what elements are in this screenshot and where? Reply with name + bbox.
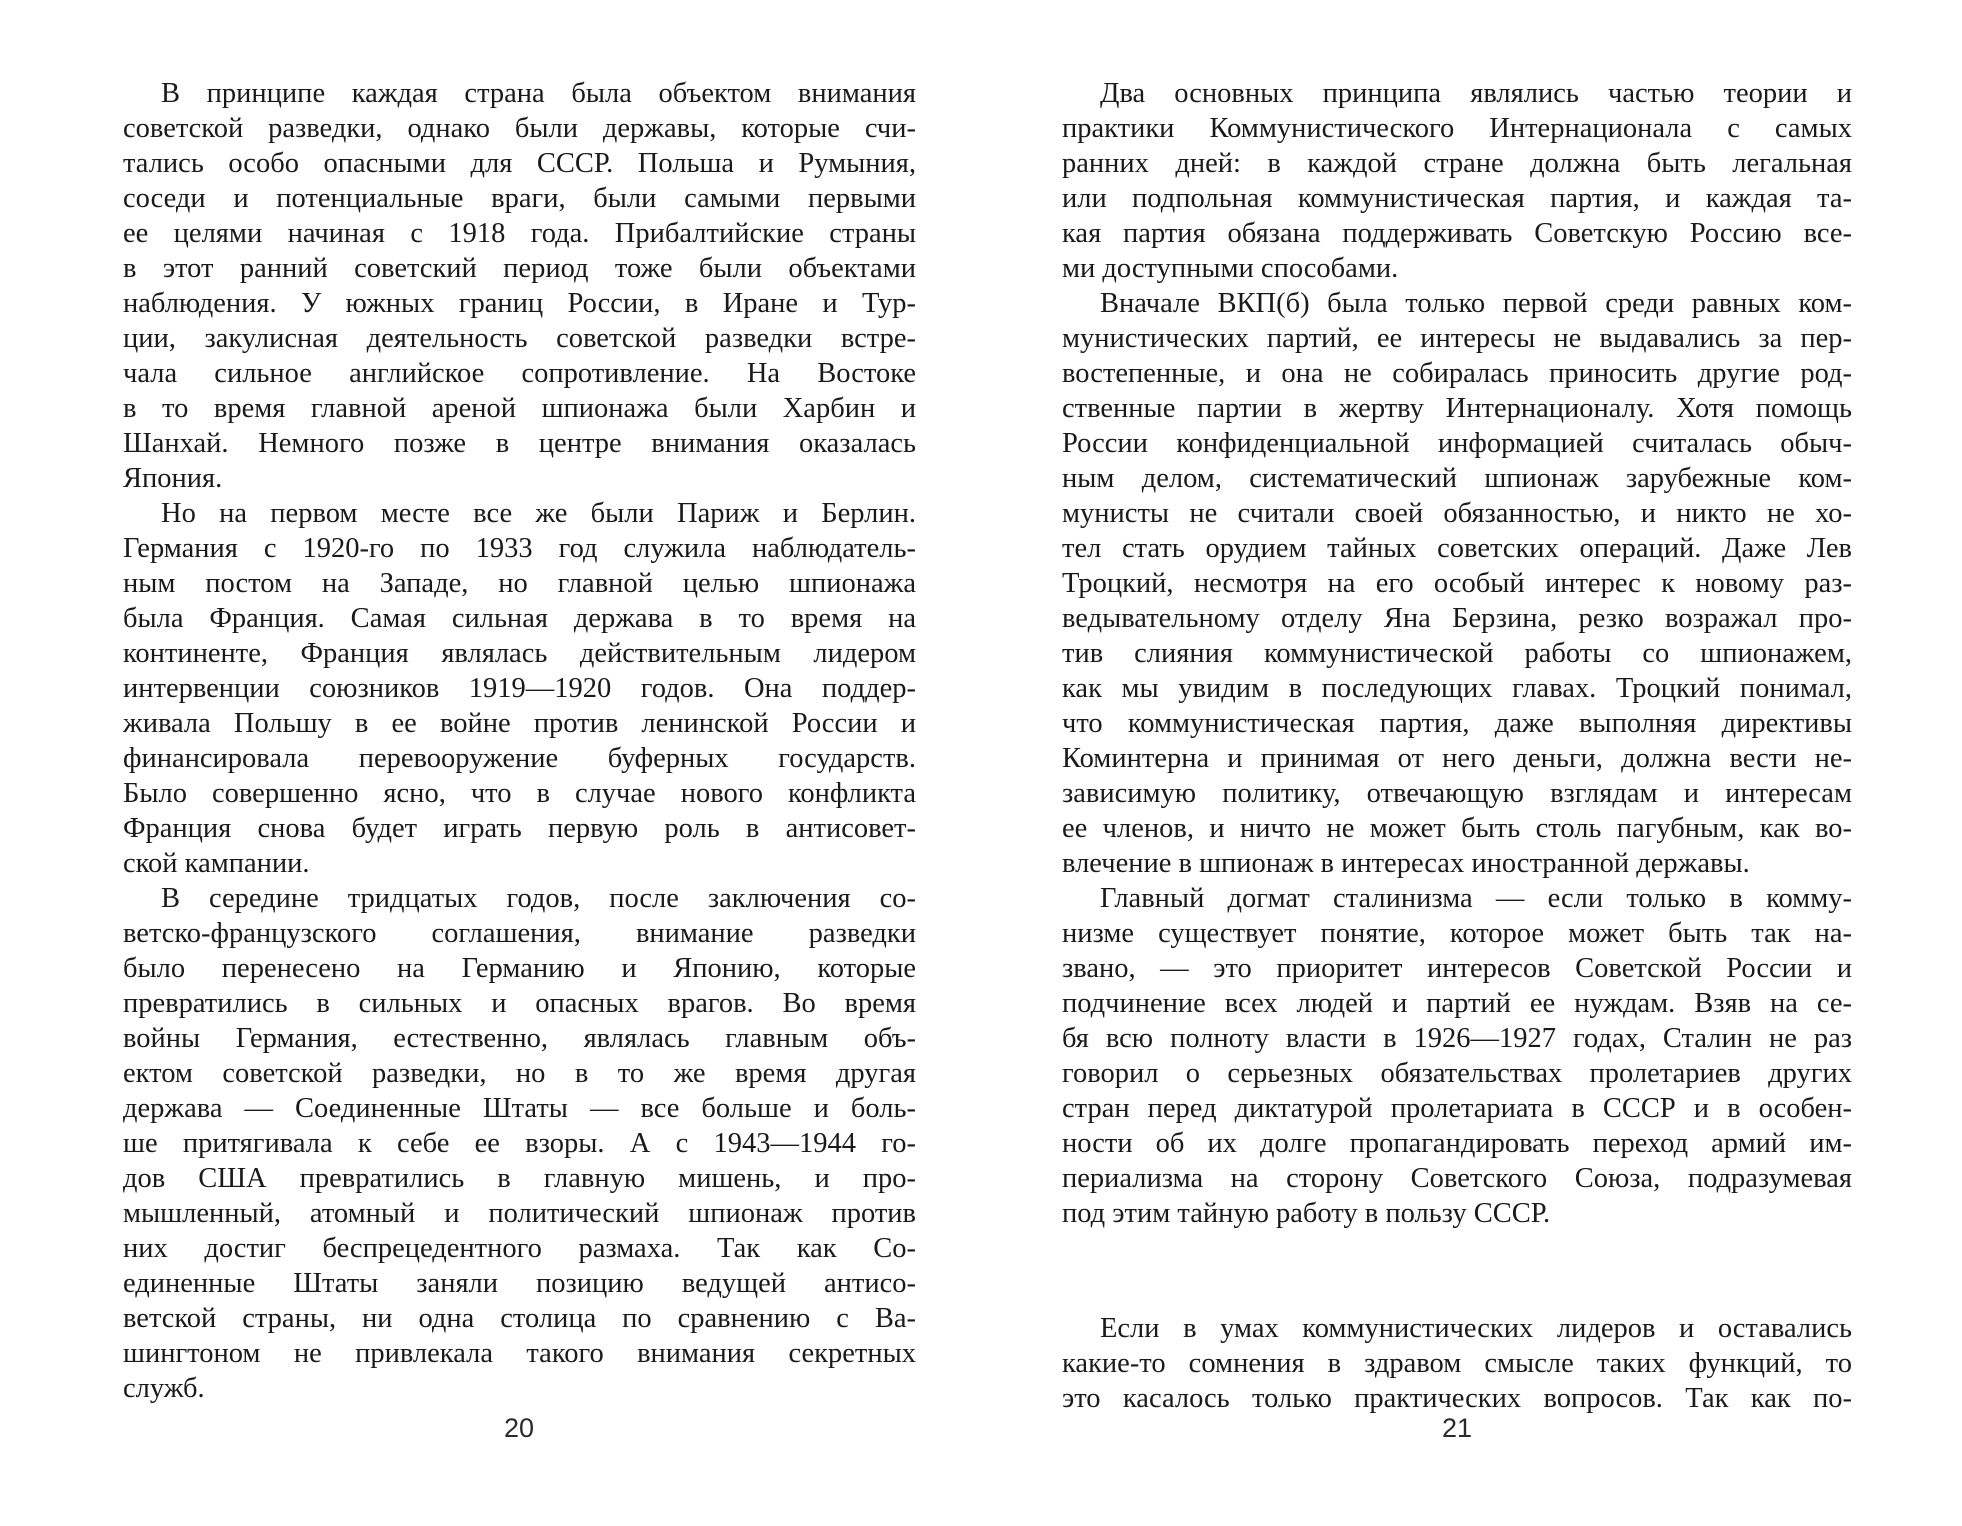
text-line: мунисты не считали своей обязанностью, и никто не хо-	[1062, 498, 1852, 529]
text-line: наблюдения. У южных границ России, в Иране и Тур-	[123, 288, 916, 319]
text-line: войны Германия, естественно, являлась главным объ-	[123, 1023, 916, 1054]
text-line: Франция снова будет играть первую роль в антисовет-	[123, 813, 916, 844]
left-page	[123, 76, 916, 1406]
text-line: низме существует понятие, которое может быть так на-	[1062, 918, 1852, 949]
text-line: подчинение всех людей и партий ее нуждам. Взяв на се-	[1062, 988, 1852, 1019]
text-line: тел стать орудием тайных советских операций. Даже Лев	[1062, 533, 1852, 564]
text-line: превратились в сильных и опасных врагов. Во время	[123, 988, 916, 1019]
text-line: бя всю полноту власти в 1926—1927 годах, Сталин не раз	[1062, 1023, 1852, 1054]
text-line: кая партия обязана поддерживать Советскую Россию все-	[1062, 218, 1852, 249]
text-line: континенте, Франция являлась действительным лидером	[123, 638, 916, 669]
text-line: зависимую политику, отвечающую взглядам и интересам	[1062, 778, 1852, 809]
text-line: было перенесено на Германию и Японию, которые	[123, 953, 916, 984]
text-line: ранних дней: в каждой стране должна быть легальная	[1062, 148, 1852, 179]
text-line: шингтоном не привлекала такого внимания секретных	[123, 1338, 916, 1369]
page-number-right: 21	[1441, 1413, 1473, 1443]
text-line: единенные Штаты заняли позицию ведущей антисо-	[123, 1268, 916, 1299]
text-line: тались особо опасными для СССР. Польша и Румыния,	[123, 148, 916, 179]
text-line: ветской страны, ни одна столица по сравнению с Ва-	[123, 1303, 916, 1334]
text-line: ветско-французского соглашения, внимание разведки	[123, 918, 916, 949]
text-line: Но на первом месте все же были Париж и Берлин.	[161, 498, 916, 529]
text-line: ми доступными способами.	[1062, 253, 1399, 284]
text-line: Шанхай. Немного позже в центре внимания оказалась	[123, 428, 916, 459]
text-line: ным постом на Западе, но главной целью шпионажа	[123, 568, 916, 599]
text-line: России конфиденциальной информацией считалась обыч-	[1062, 428, 1852, 459]
text-line: или подпольная коммунистическая партия, и каждая та-	[1062, 183, 1852, 214]
text-line: Два основных принципа являлись частью теории и	[1100, 78, 1852, 109]
text-line: В середине тридцатых годов, после заключения со-	[161, 883, 916, 914]
text-line: ее целями начиная с 1918 года. Прибалтийские страны	[123, 218, 916, 249]
text-line: это касалось только практических вопросов. Так как по-	[1062, 1383, 1852, 1414]
text-line: была Франция. Самая сильная держава в то время на	[123, 603, 916, 634]
text-line: как мы увидим в последующих главах. Троцкий понимал,	[1062, 673, 1852, 704]
text-line: ции, закулисная деятельность советской разведки встре-	[123, 323, 916, 354]
text-line: говорил о серьезных обязательствах пролетариев других	[1062, 1058, 1852, 1089]
text-line: Вначале ВКП(б) была только первой среди равных ком-	[1100, 288, 1852, 319]
section-gap	[1062, 1231, 1852, 1311]
text-line: мышленный, атомный и политический шпионаж против	[123, 1198, 916, 1229]
text-line: Если в умах коммунистических лидеров и оставались	[1100, 1313, 1852, 1344]
text-line: ектом советской разведки, но в то же время другая	[123, 1058, 916, 1089]
text-line: соседи и потенциальные враги, были самыми первыми	[123, 183, 916, 214]
text-line: звано, — это приоритет интересов Советской России и	[1062, 953, 1852, 984]
text-line: ным делом, систематический шпионаж зарубежные ком-	[1062, 463, 1852, 494]
text-line: практики Коммунистического Интернационала с самых	[1062, 113, 1852, 144]
text-line: дов США превратились в главную мишень, и про-	[123, 1163, 916, 1194]
text-line: Германия с 1920-го по 1933 год служила наблюдатель-	[123, 533, 916, 564]
text-line: востепенные, и она не собиралась приносить другие род-	[1062, 358, 1852, 389]
text-line: в этот ранний советский период тоже были объектами	[123, 253, 916, 284]
right-page	[1062, 76, 1852, 1416]
text-line: периализма на сторону Советского Союза, подразумевая	[1062, 1163, 1852, 1194]
text-line: мунистических партий, ее интересы не выдавались за пер-	[1062, 323, 1852, 354]
text-line: финансировала перевооружение буферных государств.	[123, 743, 916, 774]
text-line: В принципе каждая страна была объектом внимания	[161, 78, 916, 109]
page-number-left: 20	[503, 1413, 535, 1443]
text-line: Было совершенно ясно, что в случае нового конфликта	[123, 778, 916, 809]
text-line: ше притягивала к себе ее взоры. А с 1943—1944 го-	[123, 1128, 916, 1159]
text-line: ственные партии в жертву Интернационалу. Хотя помощь	[1062, 393, 1852, 424]
text-line: чала сильное английское сопротивление. На Востоке	[123, 358, 916, 389]
text-line: влечение в шпионаж в интересах иностранной державы.	[1062, 848, 1750, 879]
text-line: стран перед диктатурой пролетариата в СССР и в особен-	[1062, 1093, 1852, 1124]
text-line: под этим тайную работу в пользу СССР.	[1062, 1198, 1551, 1229]
text-line: ности об их долге пропагандировать переход армий им-	[1062, 1128, 1852, 1159]
text-line: живала Польшу в ее войне против ленинской России и	[123, 708, 916, 739]
text-line: ведывательному отделу Яна Берзина, резко возражал про-	[1062, 603, 1852, 634]
text-line: ее членов, и ничто не может быть столь пагубным, как во-	[1062, 813, 1852, 844]
text-line: служб.	[123, 1373, 205, 1404]
text-line: Троцкий, несмотря на его особый интерес к новому раз-	[1062, 568, 1852, 599]
text-line: Главный догмат сталинизма — если только в комму-	[1100, 883, 1852, 914]
text-line: интервенции союзников 1919—1920 годов. Она поддер-	[123, 673, 916, 704]
text-line: ской кампании.	[123, 848, 310, 879]
text-line: Япония.	[123, 463, 223, 494]
text-line: них достиг беспрецедентного размаха. Так как Со-	[123, 1233, 916, 1264]
text-line: какие-то сомнения в здравом смысле таких функций, то	[1062, 1348, 1852, 1379]
text-line: тив слияния коммунистической работы со шпионажем,	[1062, 638, 1852, 669]
text-line: держава — Соединенные Штаты — все больше и боль-	[123, 1093, 916, 1124]
text-line: в то время главной ареной шпионажа были Харбин и	[123, 393, 916, 424]
text-line: что коммунистическая партия, даже выполняя директивы	[1062, 708, 1852, 739]
text-line: Коминтерна и принимая от него деньги, должна вести не-	[1062, 743, 1852, 774]
text-line: советской разведки, однако были державы, которые счи-	[123, 113, 916, 144]
